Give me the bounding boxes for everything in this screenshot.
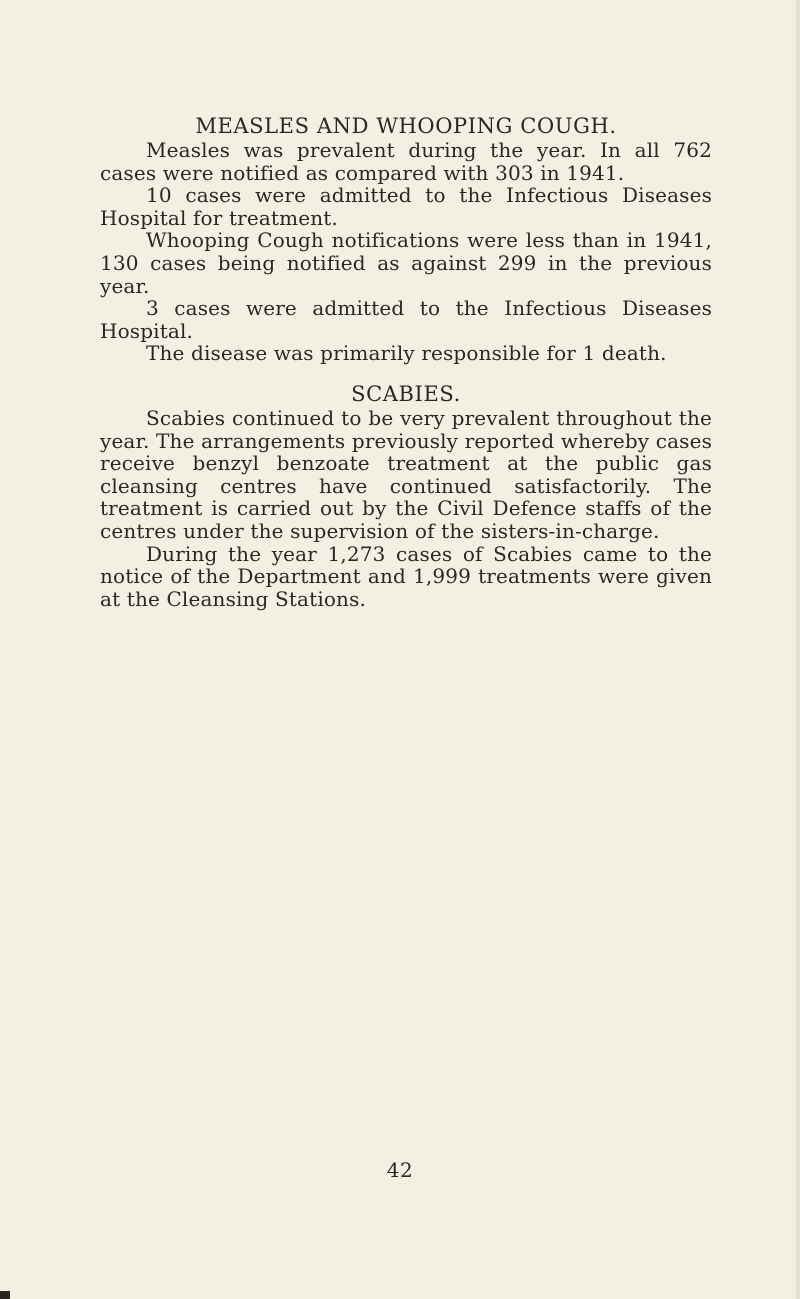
page-edge bbox=[796, 0, 800, 1299]
paragraph-whooping-cough-notifications: Whooping Cough notifications were less than in 1941, 130 cases being notified as against 299 in the previous year. bbox=[100, 228, 712, 298]
paragraph-whooping-cough-admissions: 3 cases were admitted to the Infectious Diseases Hospital. bbox=[100, 296, 712, 343]
page-content bbox=[100, 114, 712, 610]
paragraph-measles-admissions: 10 cases were admitted to the Infectious Diseases Hospital for treatment. bbox=[100, 183, 712, 230]
section-heading-scabies: SCABIES. bbox=[351, 381, 461, 406]
section-heading-measles: MEASLES AND WHOOPING COUGH. bbox=[195, 114, 617, 138]
page-number: 42 bbox=[386, 1158, 414, 1182]
paragraph-scabies-statistics: During the year 1,273 cases of Scabies came to the notice of the Department and 1,999 treatments were given at the Cleansing Stations. bbox=[100, 541, 712, 611]
paragraph-scabies-arrangements: Scabies continued to be very prevalent throughout the year. The arrangements previously reported whereby cases receive benzyl benzoate treatment at the public gas cleansing centres have continued satisfactorily. The treatment is carried out by the Civil Defence staffs of the centres under the supervision of the sisters-in-charge. bbox=[100, 405, 712, 543]
page-corner-mark bbox=[0, 1291, 10, 1299]
paragraph-whooping-cough-deaths: The disease was primarily responsible for 1 death. bbox=[146, 341, 667, 366]
paragraph-measles-prevalence: Measles was prevalent during the year. In all 762 cases were notified as compared with 303 in 1941. bbox=[100, 138, 712, 185]
